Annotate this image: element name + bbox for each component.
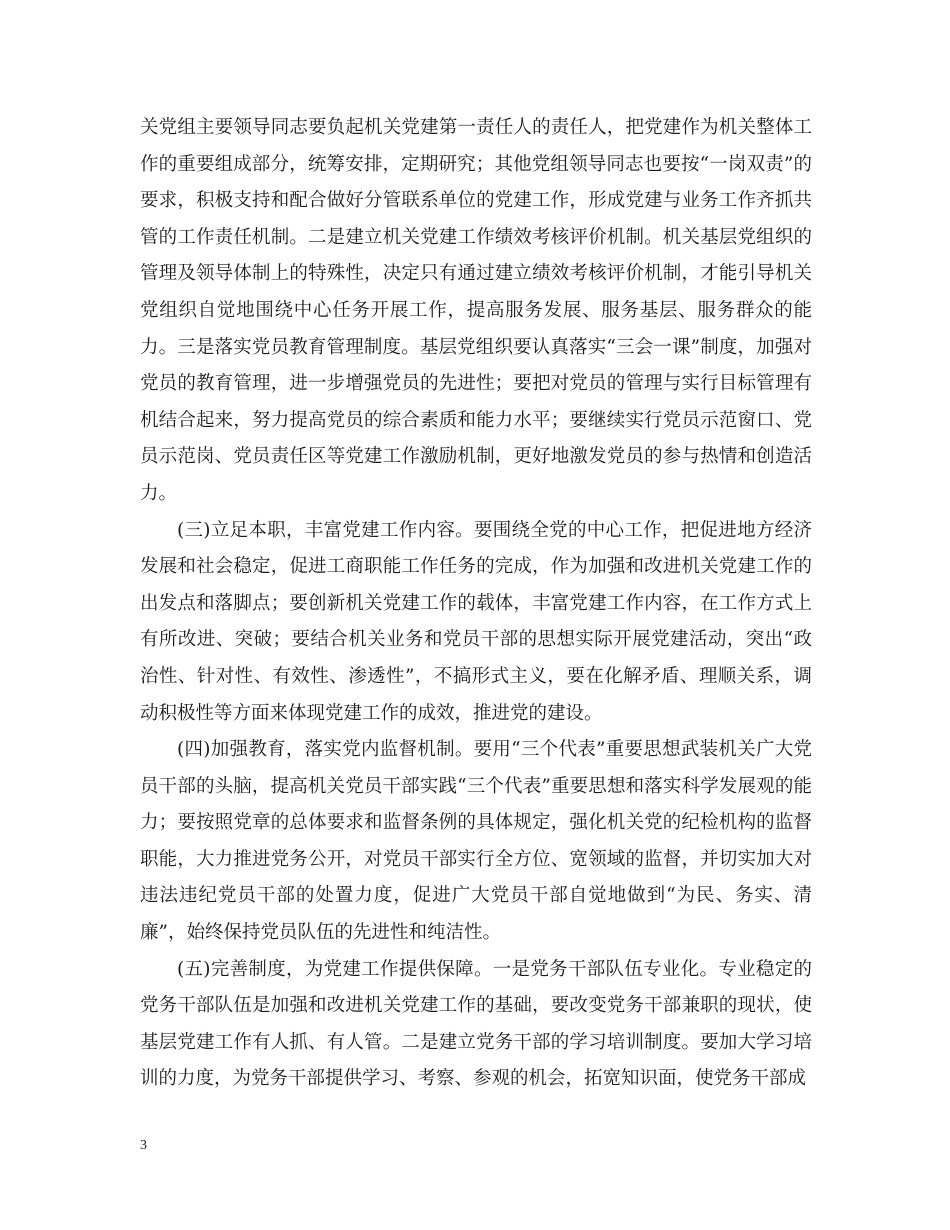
document-body [140, 110, 812, 1098]
paragraph-continued-responsibility: 关党组主要领导同志要负起机关党建第一责任人的责任人，把党建作为机关整体工作的重要组成部分，统筹安排，定期研究；其他党组领导同志也要按“一岗双责”的要求，积极支持和配合做好分管联系单位的党建工作，形成党建与业务工作齐抓共管的工作责任机制。二是建立机关党建工作绩效考核评价机制。机关基层党组织的管理及领导体制上的特殊性，决定只有通过建立绩效考核评价机制，才能引导机关党组织自觉地围绕中心任务开展工作，提高服务发展、服务基层、服务群众的能力。三是落实党员教育管理制度。基层党组织要认真落实“三会一课”制度，加强对党员的教育管理，进一步增强党员的先进性；要把对党员的管理与实行目标管理有机结合起来，努力提高党员的综合素质和能力水平；要继续实行党员示范窗口、党员示范岗、党员责任区等党建工作激励机制，更好地激发党员的参与热情和创造活力。 [140, 117, 812, 504]
paragraph-section-three: (三)立足本职，丰富党建工作内容。要围绕全党的中心工作，把促进地方经济发展和社会稳定，促进工商职能工作任务的完成，作为加强和改进机关党建工作的出发点和落脚点；要创新机关党建工作的载体，丰富党建工作内容，在工作方式上有所改进、突破；要结合机关业务和党员干部的思想实际开展党建活动，突出“政治性、针对性、有效性、渗透性”，不搞形式主义，要在化解矛盾、理顺关系，调动积极性等方面来体现党建工作的成效，推进党的建设。 [140, 519, 812, 724]
paragraph-section-five: (五)完善制度，为党建工作提供保障。一是党务干部队伍专业化。专业稳定的党务干部队伍是加强和改进机关党建工作的基础，要改变党务干部兼职的现状，使基层党建工作有人抓、有人管。二是建立党务干部的学习培训制度。要加大学习培训的力度，为党务干部提供学习、考察、参观的机会，拓宽知识面，使党务干部成 [140, 958, 812, 1090]
paragraph-section-four: (四)加强教育，落实党内监督机制。要用“三个代表”重要思想武装机关广大党员干部的头脑，提高机关党员干部实践“三个代表”重要思想和落实科学发展观的能力；要按照党章的总体要求和监督条例的具体规定，强化机关党的纪检机构的监督职能，大力推进党务公开，对党员干部实行全方位、宽领域的监督，并切实加大对违法违纪党员干部的处置力度，促进广大党员干部自觉地做到“为民、务实、清廉”，始终保持党员队伍的先进性和纯洁性。 [140, 739, 812, 944]
page-number: 3 [140, 1138, 147, 1153]
